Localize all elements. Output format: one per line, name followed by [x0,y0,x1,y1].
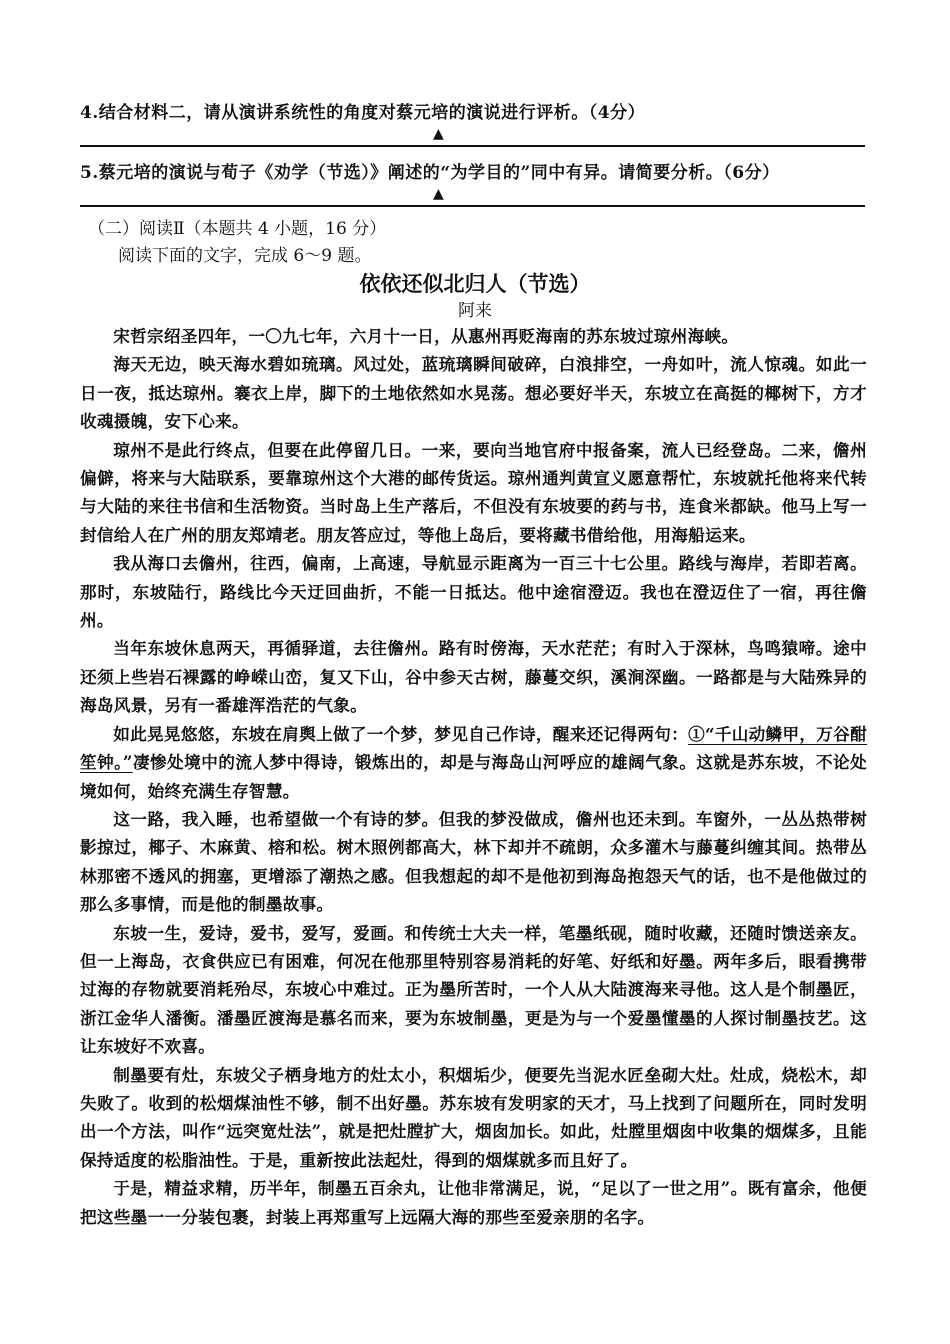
answer-marker-5: ▲ [433,186,444,202]
paragraph-6 [80,720,867,805]
paragraph-9: 制墨要有灶，东坡父子栖身地方的灶太小，积烟垢少，便要先当泥水匠垒砌大灶。灶成，烧松木，却失败了。收到的松烟煤油性不够，制不出好墨。苏东坡有发明家的天才，马上找到了问题所在，同时发明出一个方法，叫作“远突宽灶法”，就是把灶膛扩大，烟囱加长。如此，灶膛里烟囱中收集的烟煤多，且能保持适度的松脂油性。于是，重新按此法起灶，得到的烟煤就多而且好了。 [80,1064,867,1170]
answer-line-4 [80,145,865,147]
answer-line-5 [80,205,865,207]
section-heading: （二）阅读Ⅱ（本题共 4 小题，16 分） [88,219,387,239]
section-instruction: 阅读下面的文字，完成 6～9 题。 [118,246,372,266]
paragraph-2: 海天无边，映天海水碧如琉璃。风过处，蓝琉璃瞬间破碎，白浪排空，一舟如叶，流人惊魂。如此一日一夜，抵达琼州。褰衣上岸，脚下的土地依然如水晃荡。想必要好半天，东坡立在高挺的椰树下，方才收魂摄魄，安下心来。 [80,354,867,432]
paragraph-4: 我从海口去儋州，往西，偏南，上高速，导航显示距离为一百三十七公里。路线与海岸，若即若离。那时，东坡陆行，路线比今天迂回曲折，不能一日抵达。他中途宿澄迈。我也在澄迈住了一宿，再往儋州。 [80,553,867,631]
dream-text-before: 如此晃晃悠悠，东坡在肩舆上做了一个梦，梦见自己作诗，醒来还记得两句： [113,723,689,744]
article-body [80,322,867,1231]
question-5: 5.蔡元培的演说与荀子《劝学（节选）》阐述的“为学目的”同中有异。请简要分析。（6分） [80,163,780,183]
answer-marker-4: ▲ [433,126,444,142]
paragraph-3: 琼州不是此行终点，但要在此停留几日。一来，要向当地官府中报备案，流人已经登岛。二来，儋州偏僻，将来与大陆联系，要靠琼州这个大港的邮传货运。琼州通判黄宣义愿意帮忙，东坡就托他将来代转与大陆的来往书信和生活物资。当时岛上生产落后，不但没有东坡要的药与书，连食米都缺。他马上写一封信给人在广州的朋友郑靖老。朋友答应过，等他上岛后，要将藏书借给他，用海船运来。 [80,439,867,545]
paragraph-5: 当年东坡休息两天，再循驿道，去往儋州。路有时傍海，天水茫茫；有时入于深林，鸟鸣猿啼。途中还须上些岩石裸露的峥嵘山峦，复又下山，谷中参天古树，藤蔓交织，溪涧深幽。一路都是与大陆殊异的海岛风景，另有一番雄浑浩茫的气象。 [80,638,867,716]
article-title: 依依还似北归人（节选） [359,271,591,296]
paragraph-7: 这一路，我入睡，也希望做一个有诗的梦。但我的梦没做成，儋州也还未到。车窗外，一丛丛热带树影掠过，椰子、木麻黄、榕和松。树木照例都高大，林下却并不疏朗，众多灌木与藤蔓纠缠其间。热带丛林那密不透风的拥塞，更增添了潮热之感。但我想起的却不是他初到海岛抱怨天气的话，也不是他做过的那么多事情，而是他的制墨故事。 [80,808,867,915]
paragraph-10: 于是，精益求精，历半年，制墨五百余丸，让他非常满足，说，“足以了一世之用”。既有富余，他便把这些墨一一分装包裹，封装上再郑重写上远隔大海的那些至爱亲朋的名字。 [80,1178,867,1227]
dream-text-after: 凄惨处境中的流人梦中得诗，锻炼出的，却是与海岛山河呼应的雄阔气象。这就是苏东坡，不论处境如何，始终充满生存智慧。 [80,752,867,801]
paragraph-1: 宋哲宗绍圣四年，一〇九七年，六月十一日，从惠州再贬海南的苏东坡过琼州海峡。 [113,326,739,346]
question-4: 4.结合材料二，请从演讲系统性的角度对蔡元培的演说进行评析。（4分） [80,103,646,123]
dream-poem-underlined: ①“千山动鳞甲，万谷酣笙钟。” [80,723,867,773]
paragraph-8: 东坡一生，爱诗，爱书，爱写，爱画。和传统士大夫一样，笔墨纸砚，随时收藏，还随时馈送亲友。但一上海岛，衣食供应已有困难，何况在他那里特别容易消耗的好笔、好纸和好墨。两年多后，眼看携带过海的存物就要消耗殆尽，东坡心中难过。正为墨所苦时，一个人从大陆渡海来寻他。这人是个制墨匠，浙江金华人潘衡。潘墨匠渡海是慕名而来，要为东坡制墨，更是为与一个爱墨懂墨的人探讨制墨技艺。这让东坡好不欢喜。 [80,922,867,1057]
article-author: 阿来 [458,301,492,321]
